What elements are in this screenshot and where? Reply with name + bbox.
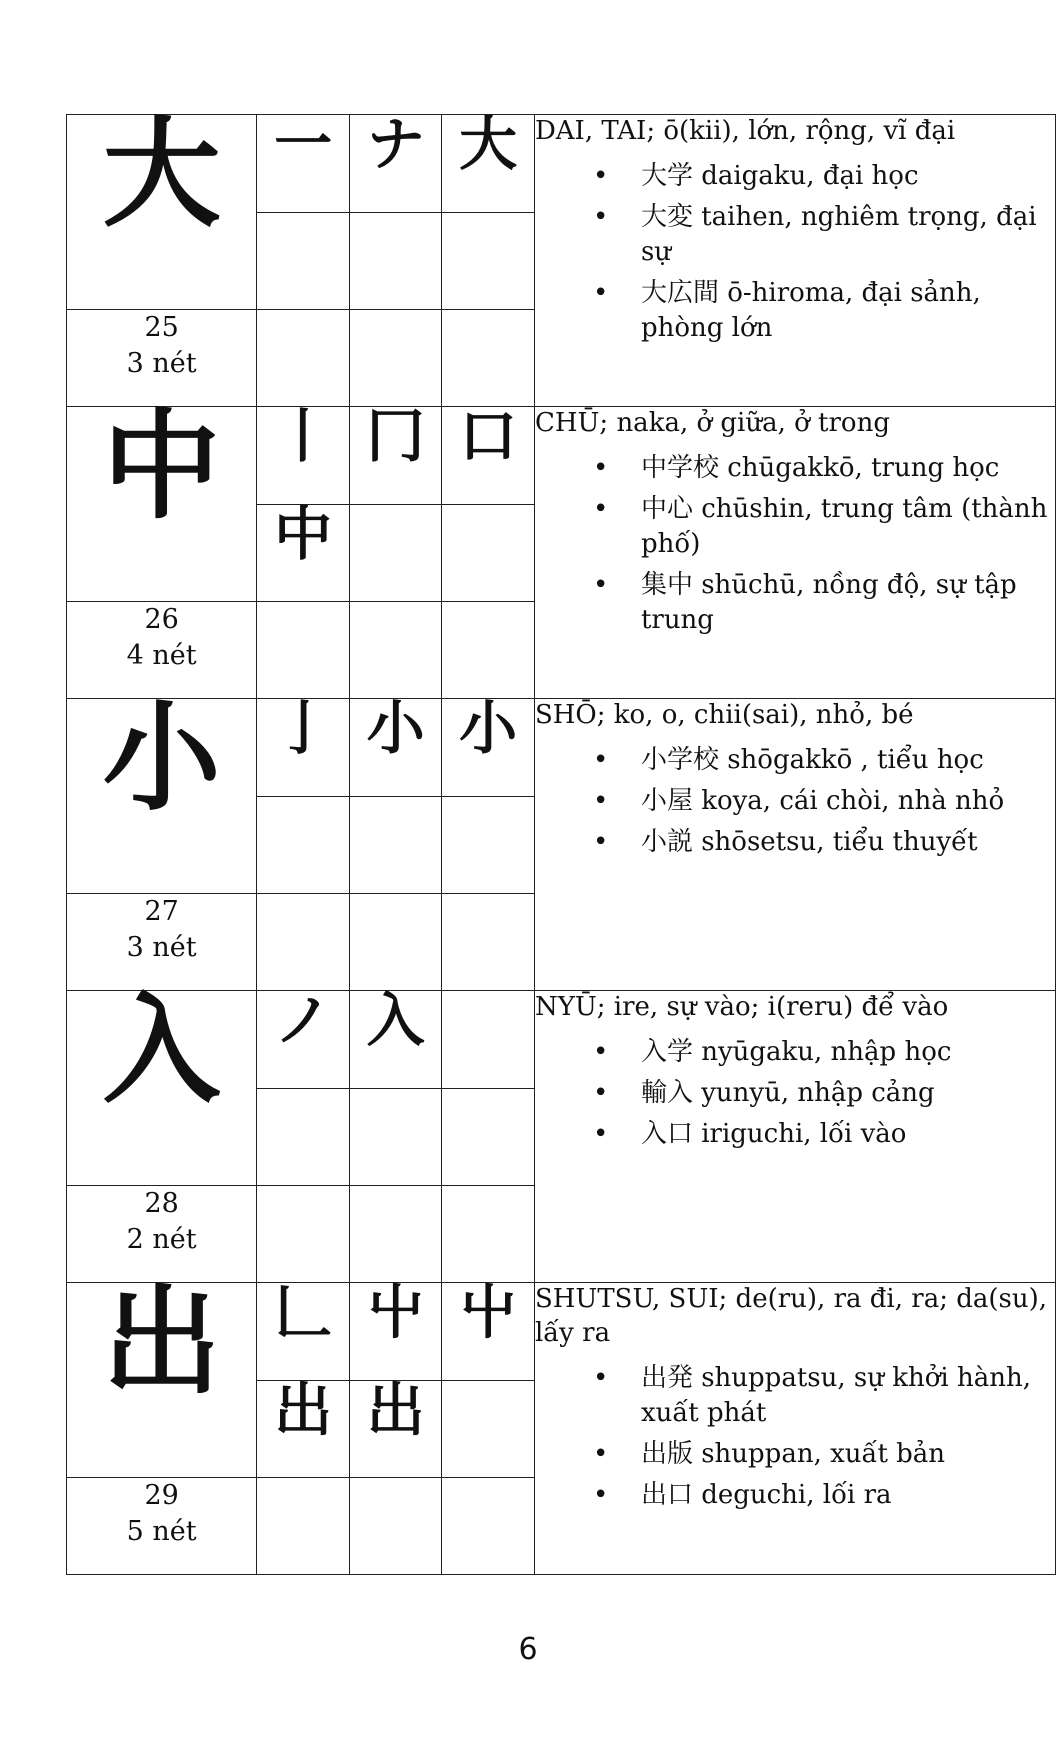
stroke-order-cell (442, 402, 535, 505)
stroke-order-cell (257, 499, 350, 602)
example-text: 中心 chūshin, trung tâm (thành phố) (640, 493, 1048, 559)
practice-cell (349, 894, 442, 991)
example-item (593, 825, 1055, 860)
example-list (535, 159, 1055, 346)
example-text: 大広間 ō-hiroma, đại sảnh, phòng lớn (640, 278, 981, 344)
practice-cell (257, 1186, 350, 1283)
stroke-order-cell (442, 212, 535, 310)
stroke-step: 中 (274, 499, 333, 568)
kanji-entry-row (67, 1283, 1056, 1381)
bullet-icon: • (592, 744, 609, 775)
example-item (593, 276, 1055, 346)
example-list (535, 451, 1055, 638)
kanji-index: 26 (144, 604, 179, 635)
stroke-order-cell (257, 212, 350, 310)
stroke-step: 小 (459, 694, 518, 762)
stroke-order-cell (442, 504, 535, 602)
example-item (593, 1076, 1055, 1111)
kanji-main-cell (67, 981, 257, 1186)
stroke-order-cell (349, 986, 442, 1089)
example-text: 小説 shōsetsu, tiểu thuyết (640, 826, 978, 857)
stroke-order-cell (349, 796, 442, 894)
example-text: 中学校 chūgakkō, trung học (640, 452, 1000, 483)
kanji-character: 小 (102, 689, 221, 827)
stroke-order-cell (442, 1380, 535, 1478)
stroke-order-cell (349, 212, 442, 310)
kanji-entry-row (67, 699, 1056, 797)
example-text: 小学校 shōgakkō , tiểu học (640, 744, 984, 775)
bullet-icon: • (592, 278, 609, 309)
stroke-order-cell (257, 402, 350, 505)
example-text: 小屋 koya, cái chòi, nhà nhỏ (640, 785, 1005, 816)
stroke-step: 大 (459, 110, 518, 178)
kanji-reading: SHŌ; ko, o, chii(sai), nhỏ, bé (534, 700, 914, 730)
practice-cell (442, 602, 535, 699)
bullet-icon: • (592, 1036, 609, 1067)
example-text: 入学 nyūgaku, nhập học (640, 1036, 952, 1067)
practice-cell (349, 1186, 442, 1283)
stroke-order-cell (442, 694, 535, 797)
kanji-number-cell (67, 310, 257, 407)
kanji-entry-row (67, 407, 1056, 505)
bullet-icon: • (592, 201, 609, 232)
kanji-reading: DAI, TAI; ō(kii), lớn, rộng, vĩ đại (534, 116, 956, 146)
example-item (593, 743, 1055, 778)
page-number: 6 (518, 1632, 538, 1667)
stroke-step: ナ (366, 110, 425, 178)
kanji-index: 28 (144, 1188, 179, 1219)
kanji-main-cell (67, 105, 257, 310)
stroke-order-cell (349, 1375, 442, 1478)
stroke-step: 亅 (274, 694, 333, 762)
practice-cell (349, 1478, 442, 1575)
stroke-order-cell (442, 1278, 535, 1381)
example-item (593, 492, 1055, 562)
bullet-icon: • (592, 826, 609, 857)
example-item (593, 451, 1055, 486)
stroke-order-cell (442, 796, 535, 894)
practice-cell (442, 1478, 535, 1575)
bullet-icon: • (592, 1077, 609, 1108)
stroke-order-cell (349, 1278, 442, 1381)
stroke-count: 3 nét (126, 932, 197, 964)
practice-cell (257, 894, 350, 991)
stroke-order-cell (442, 1088, 535, 1186)
stroke-step: 入 (366, 986, 425, 1054)
example-item (593, 159, 1055, 194)
stroke-step: 小 (366, 694, 425, 762)
stroke-count: 2 nét (126, 1224, 197, 1256)
bullet-icon: • (592, 1479, 609, 1510)
stroke-order-cell (257, 796, 350, 894)
kanji-main-cell (67, 397, 257, 602)
example-item (593, 568, 1055, 638)
stroke-step: 屮 (366, 1278, 425, 1346)
kanji-index: 27 (144, 896, 179, 927)
kanji-entry-row (67, 115, 1056, 213)
bullet-icon: • (592, 785, 609, 816)
example-text: 出口 deguchi, lối ra (640, 1479, 892, 1510)
example-text: 集中 shūchū, nồng độ, sự tập trung (640, 570, 1017, 636)
kanji-character: 大 (102, 105, 221, 243)
kanji-main-cell (67, 1273, 257, 1478)
example-list (535, 1361, 1055, 1513)
kanji-character: 中 (102, 397, 221, 535)
example-item (593, 200, 1055, 270)
stroke-step: 一 (274, 110, 333, 178)
stroke-order-cell (257, 1088, 350, 1186)
stroke-order-cell (257, 1375, 350, 1478)
bullet-icon: • (592, 1118, 609, 1149)
stroke-order-cell (349, 110, 442, 213)
definition-cell (534, 991, 1055, 1283)
stroke-order-cell (257, 986, 350, 1089)
definition-cell (534, 1283, 1055, 1575)
stroke-order-cell (257, 110, 350, 213)
stroke-order-cell (257, 1278, 350, 1381)
kanji-index: 25 (144, 312, 179, 343)
kanji-table (66, 105, 1056, 1575)
stroke-order-cell (442, 110, 535, 213)
stroke-step: 冂 (366, 402, 425, 470)
kanji-entry-row (67, 991, 1056, 1089)
kanji-number-cell (67, 602, 257, 699)
example-text: 輸入 yunyū, nhập cảng (640, 1077, 935, 1108)
bullet-icon: • (592, 1362, 609, 1393)
bullet-icon: • (592, 1438, 609, 1469)
example-item (593, 1478, 1055, 1513)
kanji-character: 出 (102, 1273, 221, 1411)
practice-cell (257, 1478, 350, 1575)
example-list (535, 743, 1055, 860)
bullet-icon: • (592, 452, 609, 483)
kanji-number-cell (67, 1478, 257, 1575)
stroke-order-cell (442, 991, 535, 1089)
definition-cell (534, 407, 1055, 699)
example-text: 入口 iriguchi, lối vào (640, 1118, 907, 1149)
example-text: 出版 shuppan, xuất bản (640, 1438, 946, 1469)
bullet-icon: • (592, 493, 609, 524)
stroke-count: 5 nét (126, 1516, 197, 1548)
stroke-count: 3 nét (126, 348, 197, 380)
kanji-reading: NYŪ; ire, sự vào; i(reru) để vào (534, 992, 949, 1022)
kanji-number-cell (67, 1186, 257, 1283)
practice-cell (257, 310, 350, 407)
stroke-order-cell (257, 694, 350, 797)
kanji-main-cell (67, 689, 257, 894)
stroke-order-cell (349, 694, 442, 797)
bullet-icon: • (592, 160, 609, 191)
definition-cell (534, 115, 1055, 407)
bullet-icon: • (592, 570, 609, 601)
stroke-step: 出 (366, 1375, 425, 1444)
example-text: 出発 shuppatsu, sự khởi hành, xuất phát (640, 1362, 1031, 1428)
practice-cell (257, 602, 350, 699)
example-item (593, 1117, 1055, 1152)
kanji-index: 29 (144, 1480, 179, 1511)
stroke-step: 口 (459, 402, 518, 470)
example-item (593, 1437, 1055, 1472)
stroke-step: 丨 (274, 402, 333, 470)
stroke-step: ノ (274, 986, 333, 1054)
kanji-number-cell (67, 894, 257, 991)
definition-cell (534, 699, 1055, 991)
example-item (593, 1035, 1055, 1070)
practice-cell (442, 894, 535, 991)
practice-cell (442, 310, 535, 407)
example-list (535, 1035, 1055, 1152)
stroke-step: 屮 (459, 1278, 518, 1346)
example-text: 大変 taihen, nghiêm trọng, đại sự (640, 201, 1037, 267)
practice-cell (349, 602, 442, 699)
example-item (593, 784, 1055, 819)
example-text: 大学 daigaku, đại học (640, 160, 919, 191)
practice-cell (442, 1186, 535, 1283)
stroke-order-cell (349, 402, 442, 505)
practice-cell (349, 310, 442, 407)
stroke-count: 4 nét (126, 640, 197, 672)
stroke-step: 𠃊 (274, 1278, 333, 1346)
kanji-character: 入 (102, 981, 221, 1119)
kanji-reading: SHUTSU, SUI; de(ru), ra đi, ra; da(su), lấy ra (534, 1284, 1048, 1348)
stroke-order-cell (349, 1088, 442, 1186)
stroke-step: 出 (274, 1375, 333, 1444)
example-item (593, 1361, 1055, 1431)
kanji-reading: CHŪ; naka, ở giữa, ở trong (534, 408, 890, 438)
stroke-order-cell (349, 504, 442, 602)
